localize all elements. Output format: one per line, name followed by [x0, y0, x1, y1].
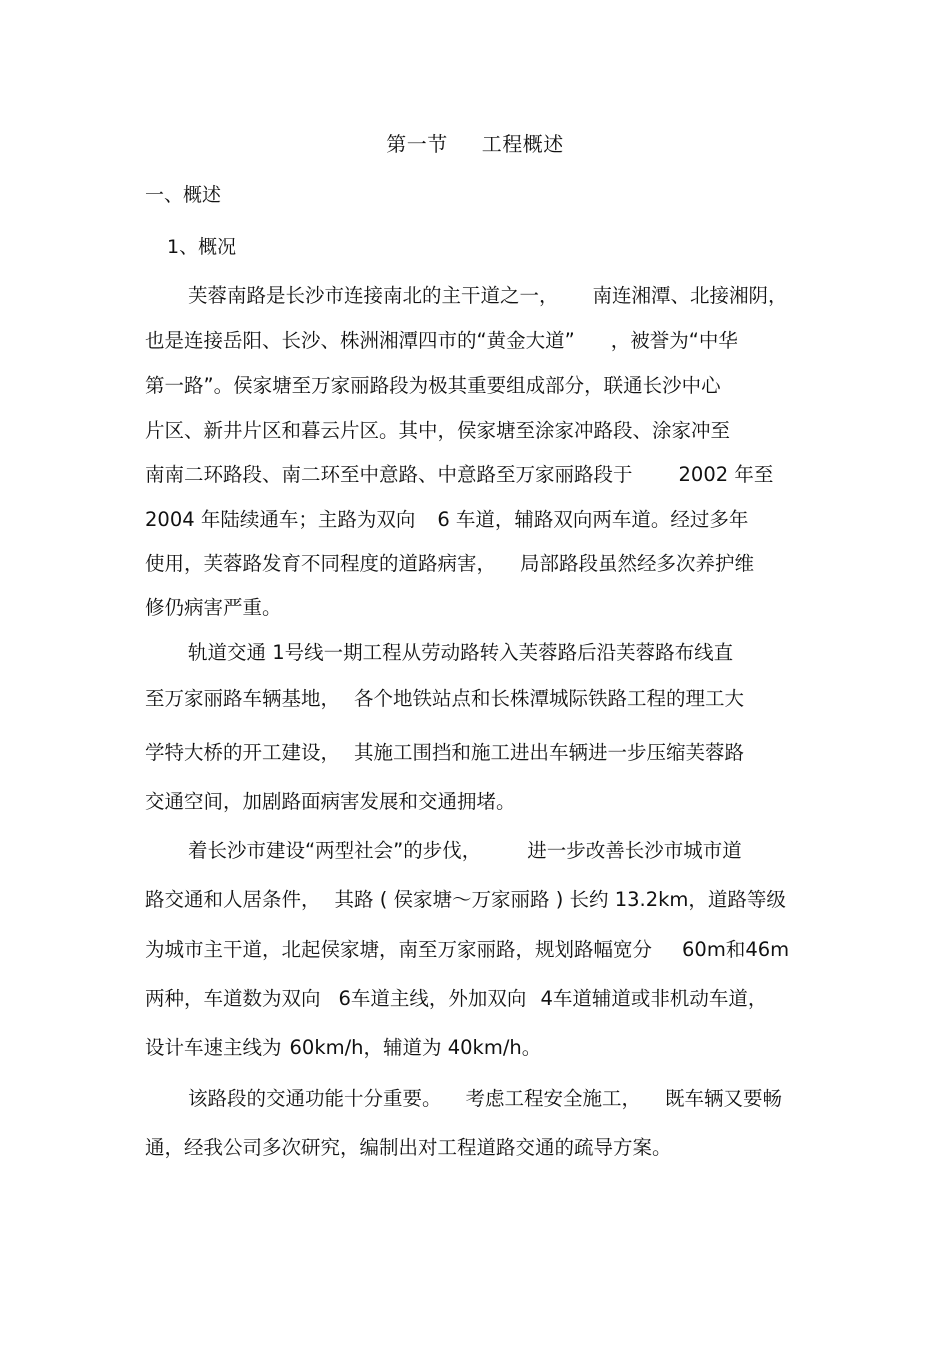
- paragraph-line: 交通空间，加剧路面病害发展和交通拥堵。: [145, 790, 516, 813]
- paragraph-line: 设计车速主线为 60km/h，辅道为 40km/h。: [145, 1036, 542, 1059]
- section-title: [0, 128, 950, 157]
- section-name: 工程概述: [481, 132, 564, 156]
- paragraph-line: 通，经我公司多次研究，编制出对工程道路交通的疏导方案。: [145, 1136, 672, 1159]
- paragraph-line: 第一路”。侯家塘至万家丽路段为极其重要组成部分，联通长沙中心: [145, 374, 721, 397]
- paragraph-line: 学特大桥的开工建设， 其施工围挡和施工进出车辆进一步压缩芙蓉路: [145, 741, 745, 764]
- paragraph-line: 着长沙市建设“两型社会”的步伐， 进一步改善长沙市城市道: [188, 839, 742, 862]
- paragraph-line: 片区、新井片区和暮云片区。其中，侯家塘至涂家冲路段、涂家冲至: [145, 419, 731, 442]
- paragraph-line: 该路段的交通功能十分重要。 考虑工程安全施工， 既车辆又要畅: [188, 1087, 783, 1110]
- section-number: 第一节: [386, 132, 448, 156]
- paragraph-line: 修仍病害严重。: [145, 596, 282, 619]
- paragraph-line: 芙蓉南路是长沙市连接南北的主干道之一， 南连湘潭、北接湘阴，: [188, 284, 788, 307]
- heading-overview: 一、概述: [145, 184, 222, 206]
- paragraph-line: 轨道交通 1号线一期工程从劳动路转入芙蓉路后沿芙蓉路布线直: [188, 641, 734, 664]
- paragraph-line: 南南二环路段、南二环至中意路、中意路至万家丽路段于 2002 年至: [145, 463, 774, 486]
- paragraph-line: 2004 年陆续通车；主路为双向 6 车道，辅路双向两车道。经过多年: [145, 508, 749, 531]
- paragraph-line: 也是连接岳阳、长沙、株洲湘潭四市的“黄金大道” ，被誉为“中华: [145, 329, 738, 352]
- paragraph-line: 至万家丽路车辆基地， 各个地铁站点和长株潭城际铁路工程的理工大: [145, 687, 745, 710]
- paragraph-line: 为城市主干道，北起侯家塘，南至万家丽路，规划路幅宽分 60m和46m: [145, 938, 790, 961]
- paragraph-line: 路交通和人居条件， 其路 ( 侯家塘～万家丽路 ) 长约 13.2km，道路等级: [145, 888, 786, 911]
- paragraph-line: 两种，车道数为双向 6车道主线，外加双向 4车道辅道或非机动车道，: [145, 987, 768, 1010]
- paragraph-line: 使用，芙蓉路发育不同程度的道路病害， 局部路段虽然经多次养护维: [145, 552, 755, 575]
- heading-situation: 1、概况: [167, 236, 237, 258]
